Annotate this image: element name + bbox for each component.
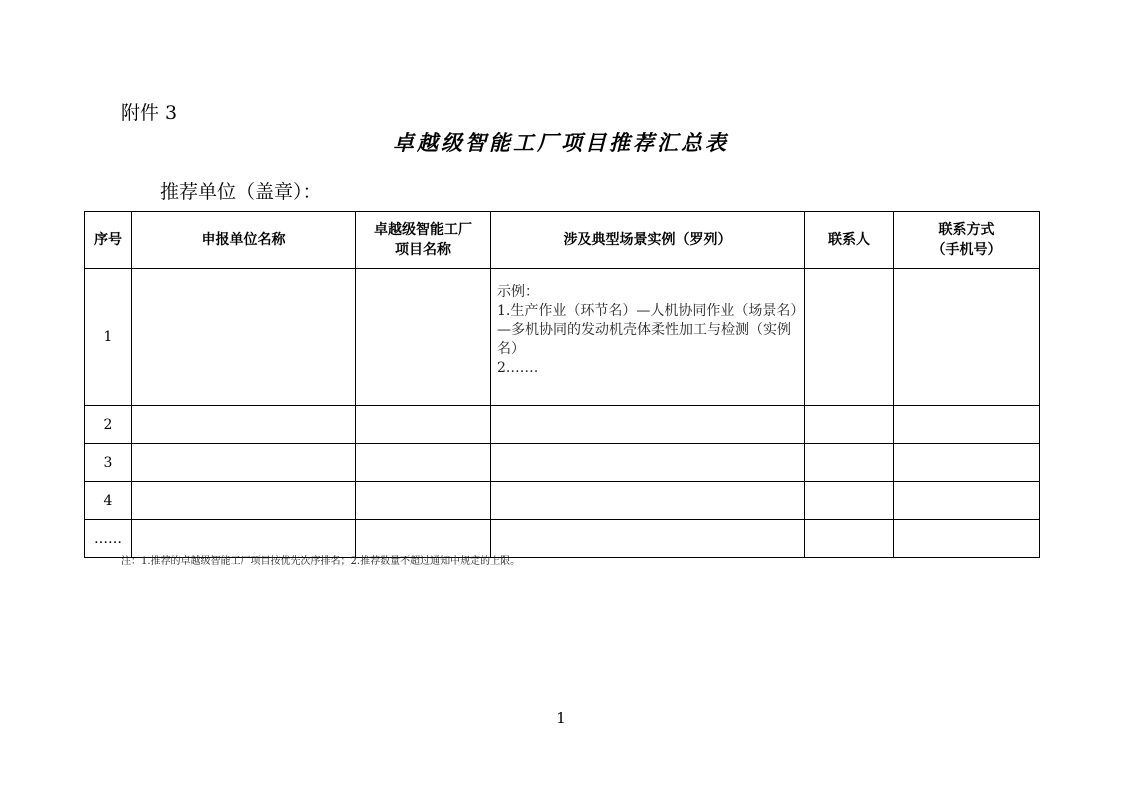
unit-name-cell xyxy=(132,406,356,444)
contact-cell xyxy=(805,520,894,558)
phone-cell xyxy=(894,444,1040,482)
project-name-cell xyxy=(356,444,491,482)
scenarios-cell xyxy=(491,269,805,406)
scenario-example-heading: 示例： xyxy=(497,284,539,300)
scenarios-cell xyxy=(491,406,805,444)
table-note: 注：1.推荐的卓越级智能工厂项目按优先次序排名；2.推荐数量不超过通知中规定的上限。 xyxy=(121,556,521,567)
contact-cell xyxy=(805,482,894,520)
scenarios-cell xyxy=(491,520,805,558)
row-index: 2 xyxy=(85,406,132,444)
column-header-index: 序号 xyxy=(85,212,132,269)
column-header-unit-name: 申报单位名称 xyxy=(132,212,356,269)
contact-cell xyxy=(805,444,894,482)
recommending-unit-label: 推荐单位（盖章）： xyxy=(160,181,322,203)
scenarios-cell xyxy=(491,444,805,482)
attachment-label: 附件 3 xyxy=(121,102,178,124)
unit-name-cell xyxy=(132,269,356,406)
column-header-scenarios: 涉及典型场景实例（罗列） xyxy=(491,212,805,269)
table-header-row xyxy=(85,212,1040,269)
recommendation-summary-table xyxy=(84,211,1040,558)
scenario-example-item: 1.生产作业（环节名）—人机协同作业（场景名）—多机协同的发动机壳体柔性加工与检测（实例名） xyxy=(497,303,798,357)
row-index: 1 xyxy=(85,269,132,406)
table-row xyxy=(85,269,1040,406)
table-row xyxy=(85,482,1040,520)
contact-cell xyxy=(805,406,894,444)
column-header-project-name: 卓越级智能工厂 项目名称 xyxy=(356,212,491,269)
phone-cell xyxy=(894,482,1040,520)
project-name-cell xyxy=(356,406,491,444)
phone-cell xyxy=(894,406,1040,444)
row-index: …… xyxy=(85,520,132,558)
page-number: 1 xyxy=(556,709,566,727)
project-name-cell xyxy=(356,269,491,406)
unit-name-cell xyxy=(132,482,356,520)
unit-name-cell xyxy=(132,444,356,482)
document-title: 卓越级智能工厂项目推荐汇总表 xyxy=(393,130,729,155)
project-name-cell xyxy=(356,482,491,520)
scenario-example-item: 2.…… xyxy=(497,360,539,376)
row-index: 3 xyxy=(85,444,132,482)
row-index: 4 xyxy=(85,482,132,520)
table-row xyxy=(85,406,1040,444)
table-row xyxy=(85,444,1040,482)
scenarios-cell xyxy=(491,482,805,520)
phone-cell xyxy=(894,520,1040,558)
column-header-phone: 联系方式 （手机号） xyxy=(894,212,1040,269)
column-header-contact: 联系人 xyxy=(805,212,894,269)
phone-cell xyxy=(894,269,1040,406)
contact-cell xyxy=(805,269,894,406)
